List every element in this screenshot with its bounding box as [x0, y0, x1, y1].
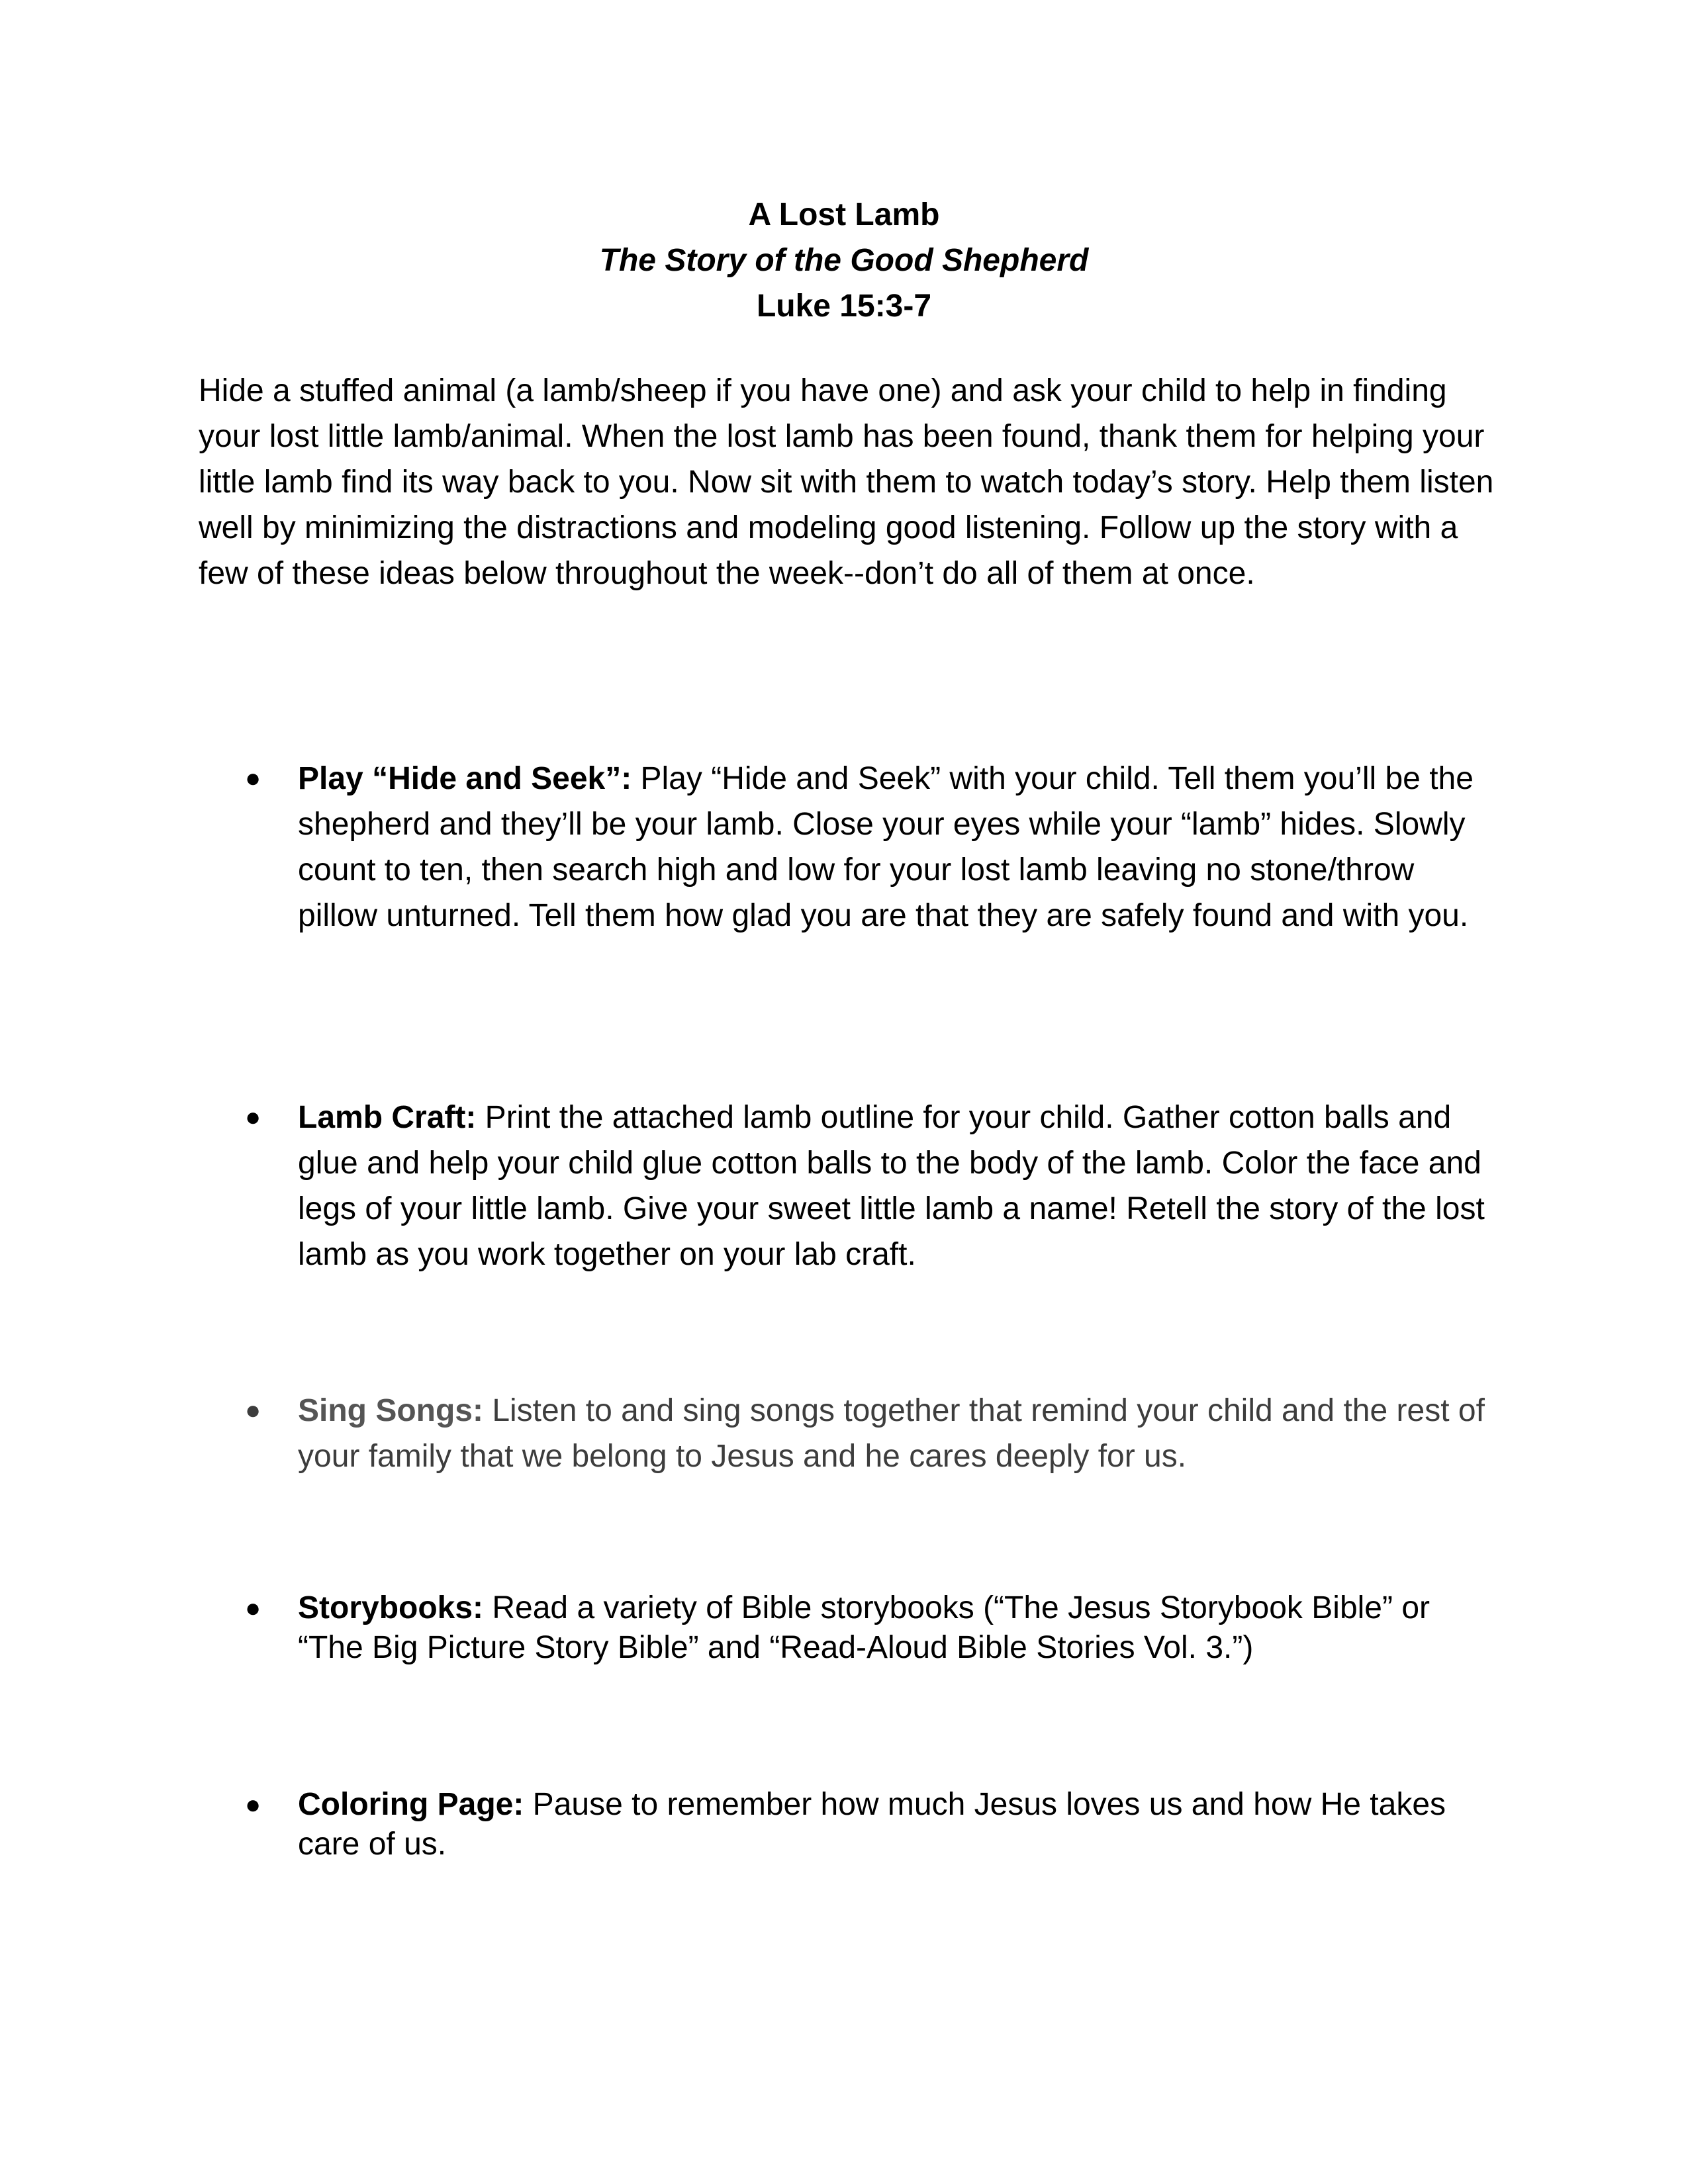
list-item-lamb-craft: [199, 1095, 1496, 1277]
bullet-icon: ●: [245, 1103, 261, 1132]
list-item-text: Read a variety of Bible storybooks (“The Jesus Storybook Bible” or “The Big Picture Story Bible” and “Read-Aloud Bible Stories Vol. 3.”): [298, 1590, 1430, 1665]
list-item-hide-and-seek: [199, 756, 1496, 938]
list-item-text: Print the attached lamb outline for your child. Gather cotton balls and glue and help your child glue cotton balls to the body of the lamb. Color the face and legs of your little lamb. Give your sweet little lamb a name! Retell the story of the lost lamb as you work together on your lab craft.: [298, 1100, 1485, 1272]
list-item-title: Lamb Craft:: [298, 1100, 477, 1135]
list-item-body: [298, 1095, 1496, 1277]
list-item-text: Pause to remember how much Jesus loves us and how He takes care of us.: [298, 1787, 1446, 1862]
list-item-body: [298, 1785, 1496, 1864]
scripture-reference: Luke 15:3-7: [756, 289, 932, 324]
bullet-icon: ●: [245, 1594, 261, 1623]
list-item-title: Play “Hide and Seek”:: [298, 761, 632, 796]
intro-paragraph: Hide a stuffed animal (a lamb/sheep if you have one) and ask your child to help in finding your lost little lamb/animal. When the lost lamb has been found, thank them for helping your little lamb find its way back to you. Now sit with them to watch today’s story. Help them listen well by minimizing the distractions and modeling good listening. Follow up the story with a few of these ideas below throughout the week--don’t do all of them at once.: [199, 373, 1494, 591]
list-item-text: Listen to and sing songs together that remind your child and the rest of your family that we belong to Jesus and he cares deeply for us.: [298, 1393, 1485, 1474]
bullet-icon: ●: [245, 1790, 261, 1819]
list-item-text: Play “Hide and Seek” with your child. Tell them you’ll be the shepherd and they’ll be your lamb. Close your eyes while your “lamb” hides. Slowly count to ten, then search high and low for your lost lamb leaving no stone/throw pillow unturned. Tell them how glad you are that they are safely found and with you.: [298, 761, 1474, 933]
bullet-icon: ●: [245, 1396, 261, 1425]
page-subtitle: The Story of the Good Shepherd: [599, 243, 1089, 278]
bullet-icon: ●: [245, 764, 261, 793]
list-item-title: Storybooks:: [298, 1590, 484, 1625]
list-item-body: [298, 1588, 1496, 1668]
page-title: A Lost Lamb: [748, 197, 940, 232]
list-item-body: [298, 756, 1496, 938]
list-item-storybooks: [199, 1588, 1496, 1668]
list-item-title: Coloring Page:: [298, 1787, 524, 1822]
document-header: [0, 192, 1688, 329]
list-item-title: Sing Songs:: [298, 1393, 483, 1428]
list-item-body: [298, 1388, 1496, 1479]
list-item-coloring-page: [199, 1785, 1496, 1864]
list-item-sing-songs: [199, 1388, 1496, 1479]
